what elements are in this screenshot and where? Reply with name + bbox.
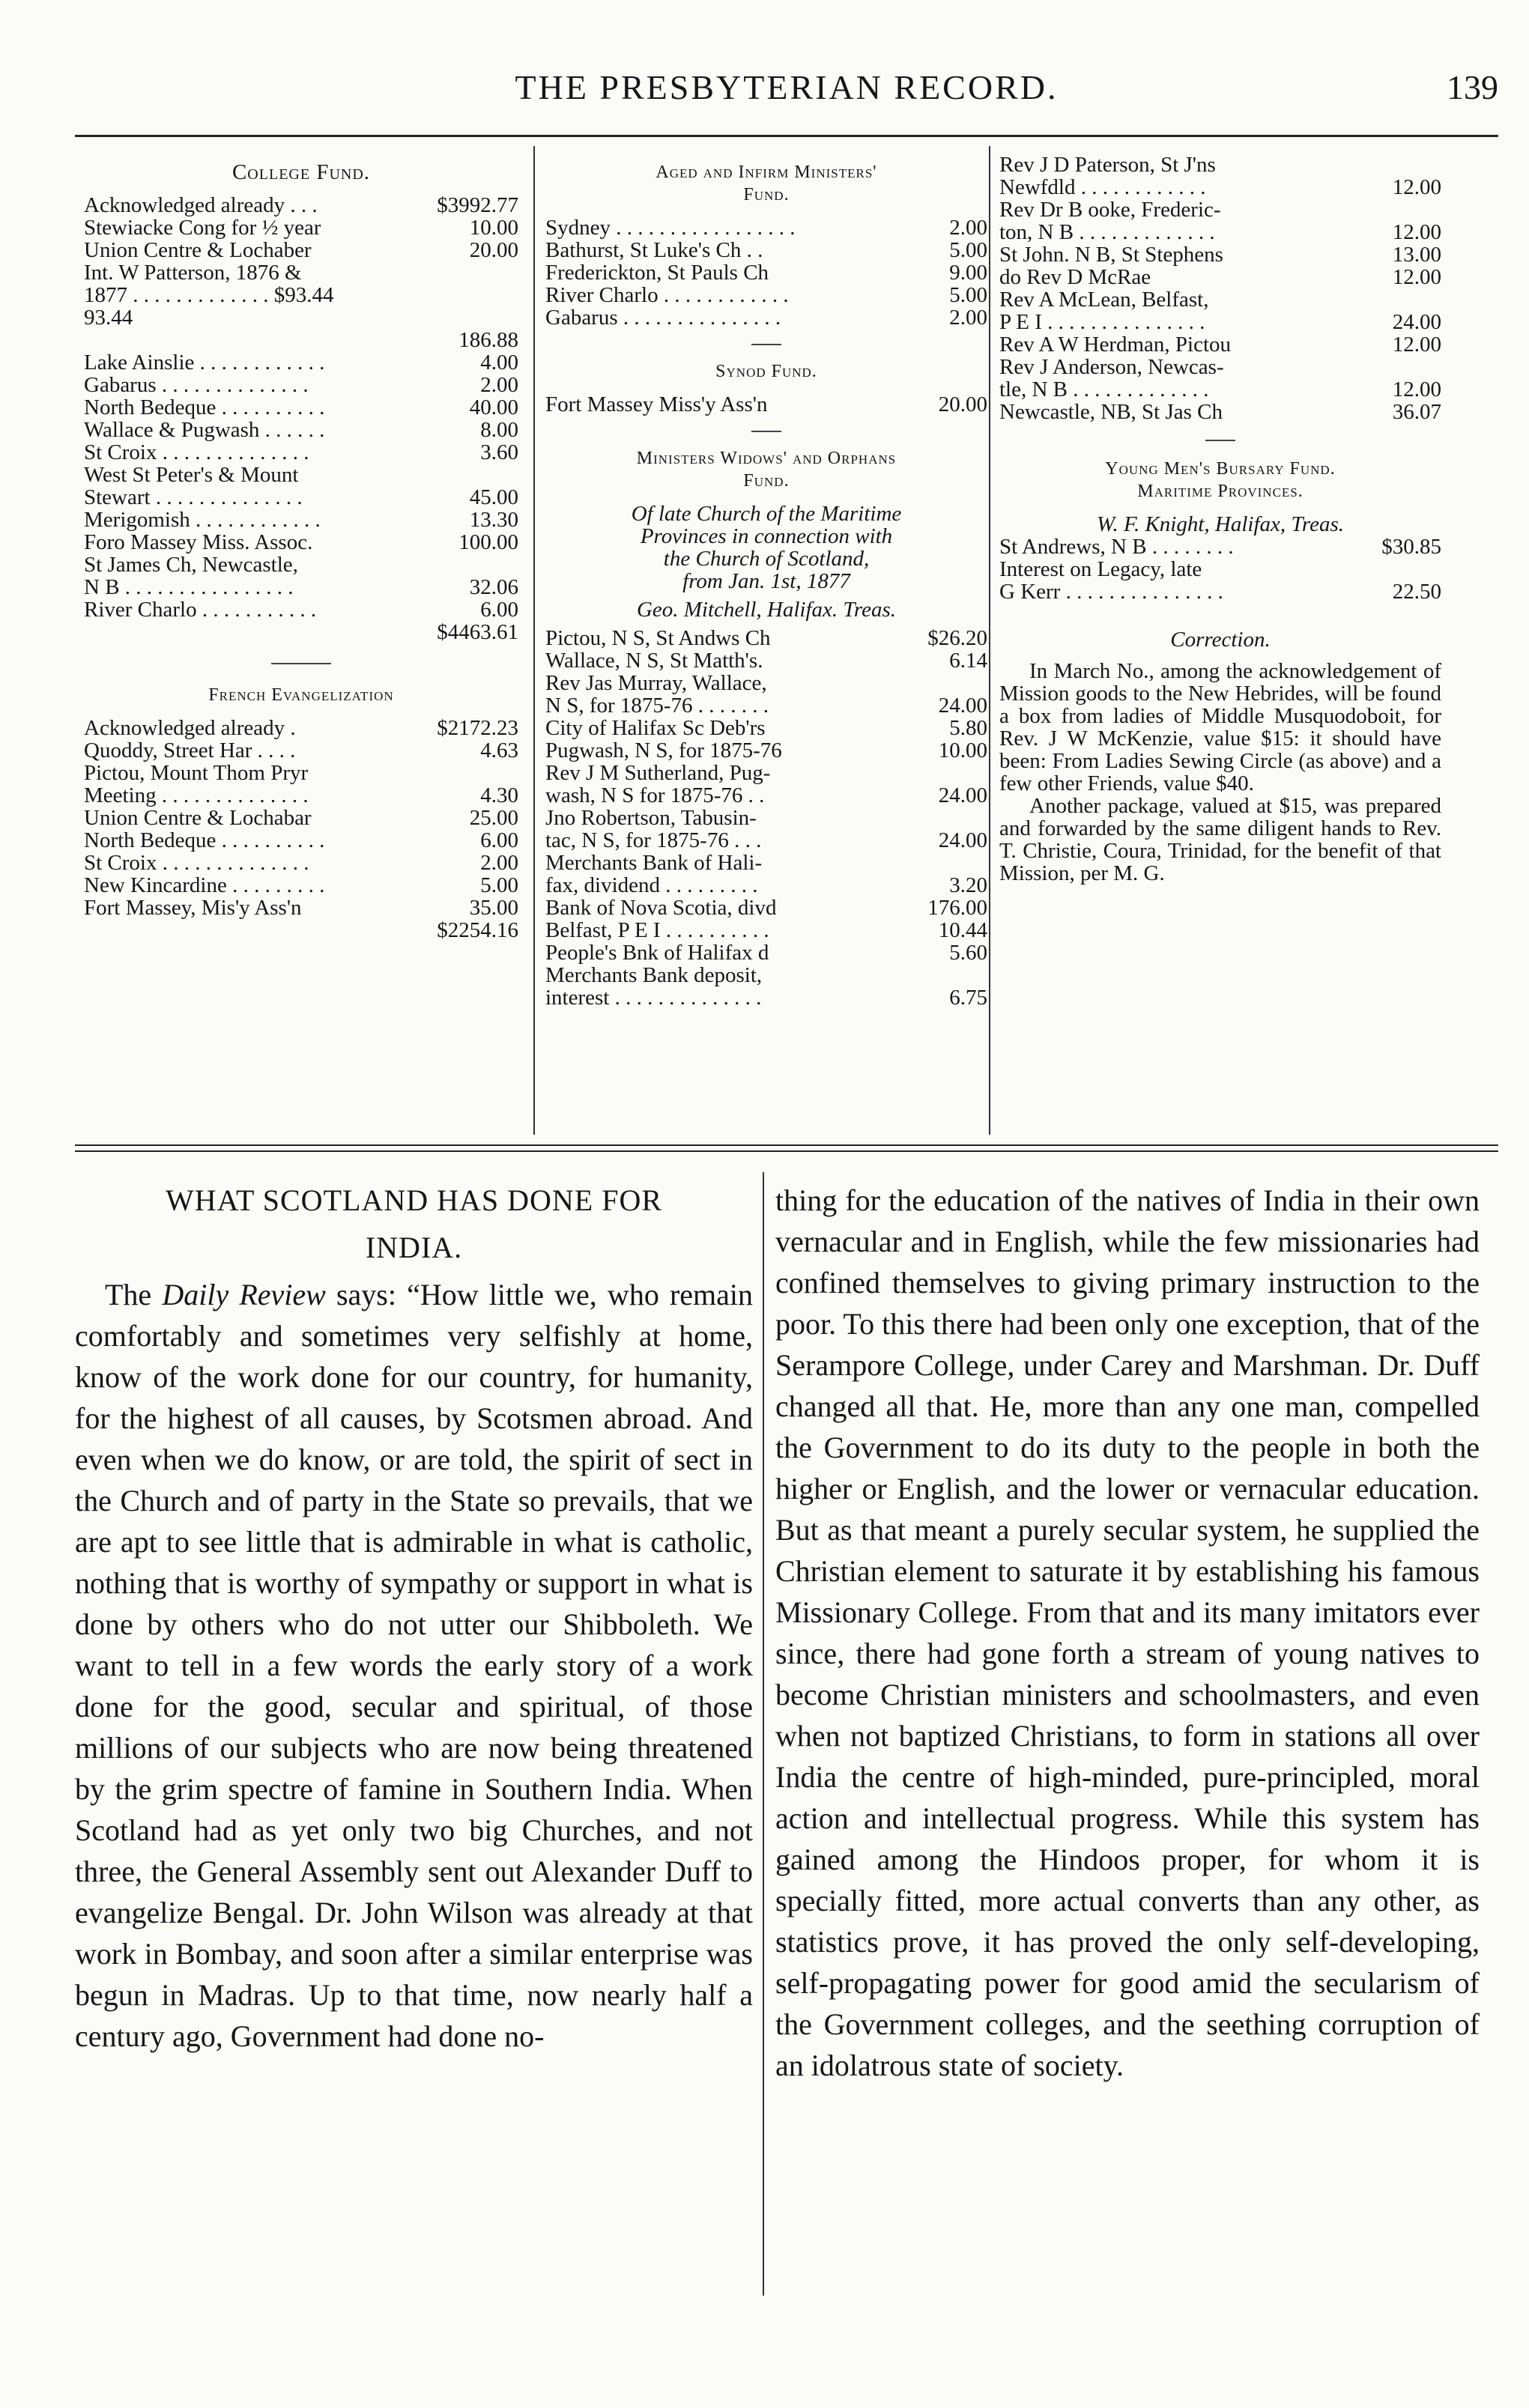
ledger-row	[545, 919, 987, 941]
ledger-row	[999, 580, 1441, 603]
ledger-label: Union Centre & Lochabar	[84, 807, 312, 829]
ledger-label: Rev A W Herdman, Pictou	[999, 333, 1232, 356]
ledger-label: Fort Massey Miss'y Ass'n	[545, 393, 768, 416]
ledger-row	[545, 694, 987, 717]
ledger-row	[84, 419, 518, 441]
ledger-row	[84, 554, 518, 576]
ledger-label: West St Peter's & Mount	[84, 464, 299, 486]
ledger-label: Rev A McLean, Belfast,	[999, 288, 1209, 311]
ledger-amount: $2172.23	[437, 716, 518, 740]
ledger-row	[84, 531, 518, 554]
ledger-amount	[512, 284, 518, 306]
ledger-label: G Kerr . . . . . . . . . . . . . . .	[999, 580, 1223, 603]
ledger-row	[999, 536, 1441, 558]
ledger-label: Merchants Bank of Hali-	[545, 852, 763, 874]
section-divider	[751, 344, 781, 345]
ledger-row	[84, 784, 518, 807]
ledger-row	[999, 221, 1441, 243]
ledger-label: Rev J D Paterson, St J'ns	[999, 154, 1216, 176]
aged-infirm-list	[545, 216, 987, 329]
ledger-label: Quoddy, Street Har . . . .	[84, 739, 296, 762]
article-column-left	[75, 1180, 753, 2057]
ledger-label: tac, N S, for 1875-76 . . .	[545, 829, 762, 852]
ledger-amount	[981, 964, 987, 986]
column-rule	[533, 146, 535, 1135]
ledger-row	[545, 239, 987, 261]
article-title-2: INDIA.	[365, 1231, 463, 1264]
ledger-row	[999, 558, 1441, 580]
ledger-amount: 5.60	[949, 941, 987, 965]
ledger-amount	[1435, 288, 1441, 311]
ledger-amount: 2.00	[949, 306, 987, 330]
ledger-row	[84, 306, 518, 329]
ledger-amount: 40.00	[469, 395, 518, 419]
ledger-row	[84, 351, 518, 374]
ledger-amount: 5.00	[949, 283, 987, 307]
ledger-amount: 20.00	[469, 238, 518, 262]
subtitle-line: Of late Church of the Maritime	[631, 502, 902, 526]
synod-fund-heading: Synod Fund.	[715, 362, 817, 381]
ledger-row	[545, 717, 987, 739]
college-fund-total: $4463.61	[437, 620, 518, 644]
ledger-amount: 3.20	[949, 873, 987, 897]
ledger-amount: 12.00	[1392, 175, 1441, 199]
ledger-label: Acknowledged already .	[84, 717, 296, 739]
ledger-label: Sydney . . . . . . . . . . . . . . . . .	[545, 216, 796, 239]
ledger-label: Wallace & Pugwash . . . . . .	[84, 419, 325, 441]
ledger-amount: 10.00	[469, 216, 518, 240]
publication-title: THE PRESBYTERIAN RECORD.	[515, 68, 1059, 106]
article-body-right-a: thing for the education of the natives of India in their own vernacular and in English, while the few missionaries had confined themselves to giving primary instruction to the poor. To this there had been only one exception, that of the Serampore College, under Carey and Marshman. Dr. Duff changed all that. He, more than any one man, compelled the Government to do its duty to the people in both the higher or English, and the lower or vernacular education.	[775, 1183, 1480, 1505]
correction-text	[999, 660, 1441, 885]
ledger-row	[84, 239, 518, 261]
ledger-label: Gabarus . . . . . . . . . . . . . .	[84, 374, 309, 396]
ledger-label: Gabarus . . . . . . . . . . . . . . .	[545, 306, 781, 329]
ledger-row	[999, 288, 1441, 311]
ledger-row	[545, 874, 987, 897]
ledger-amount: 5.00	[480, 873, 518, 897]
header-rule	[75, 135, 1498, 137]
ledger-row	[545, 829, 987, 852]
ledger-amount: 20.00	[938, 392, 987, 416]
ledger-amount: 2.00	[480, 373, 518, 397]
ledger-label: Fort Massey, Mis'y Ass'n	[84, 897, 302, 919]
ledger-label: North Bedeque . . . . . . . . . .	[84, 829, 325, 852]
ledger-label: Rev J Anderson, Newcas-	[999, 356, 1224, 378]
article-body-left: The Daily Review says: “How little we, who remain comfortably and sometimes very selfishly at home, know of the work done for our country, for humanity, for the highest of all causes, by Scotsmen abroad. And even when we do know, or are told, the spirit of sect in the Church and of party in the State so prevails, that we are apt to see little that is admirable in what is catholic, nothing that is worthy of sympathy or support in what is done by others who do not utter our Shibboleth. We want to tell in a few words the early story of a work done for the good, secular and spiritual, of those millions of our subjects who are now being threatened by the grim spectre of famine in Southern India. When Scotland had as yet only two big Churches, and not three, the General Assembly sent out Alexander Duff to evangelize Bengal. Dr. John Wilson was already at that work in Bombay, and soon after a similar enterprise was begun in Madras. Up to that time, now nearly half a century ago, Government had done no-	[75, 1278, 754, 2053]
bursary-list	[999, 536, 1441, 603]
ledger-label: tle, N B . . . . . . . . . . . . .	[999, 378, 1209, 401]
ledger-row	[84, 216, 518, 239]
synod-fund-list	[545, 393, 987, 416]
ledger-label: Belfast, P E I . . . . . . . . . .	[545, 919, 769, 941]
ledger-label: Bathurst, St Luke's Ch . .	[545, 239, 763, 261]
ledger-label: N S, for 1875-76 . . . . . . .	[545, 694, 769, 717]
aged-infirm-heading: Aged and Infirm Ministers'	[655, 163, 877, 182]
column-right	[999, 154, 1441, 885]
ledger-amount: 6.75	[949, 986, 987, 1010]
ledger-label: Pictou, Mount Thom Pryr	[84, 762, 309, 784]
ledger-amount	[512, 306, 518, 329]
ledger-row	[84, 739, 518, 762]
ledger-label: St James Ch, Newcastle,	[84, 554, 298, 576]
ledger-label: River Charlo . . . . . . . . . . . .	[545, 284, 789, 306]
ledger-row	[84, 874, 518, 897]
ledger-label: interest . . . . . . . . . . . . . .	[545, 986, 762, 1009]
ledger-label: Frederickton, St Pauls Ch	[545, 261, 769, 284]
ledger-amount	[981, 852, 987, 874]
ledger-row	[84, 374, 518, 396]
ledger-amount: 2.00	[949, 216, 987, 240]
ledger-label: Meeting . . . . . . . . . . . . . .	[84, 784, 309, 807]
widows-orphans-subtitle	[545, 503, 987, 592]
ledger-label: New Kincardine . . . . . . . . .	[84, 874, 325, 897]
ledger-label: Interest on Legacy, late	[999, 558, 1202, 580]
ledger-label: Newfdld . . . . . . . . . . . .	[999, 176, 1206, 198]
ledger-row	[84, 829, 518, 852]
ledger-row	[545, 627, 987, 649]
ledger-row	[545, 852, 987, 874]
ledger-amount: 4.63	[480, 739, 518, 762]
ledger-amount: 22.50	[1392, 580, 1441, 604]
ledger-row	[999, 198, 1441, 221]
ledger-row	[545, 964, 987, 986]
ledger-row	[84, 464, 518, 486]
ledger-label: ton, N B . . . . . . . . . . . . .	[999, 221, 1215, 243]
ledger-row	[84, 717, 518, 739]
ledger-label: Union Centre & Lochaber	[84, 239, 312, 261]
ledger-row	[84, 284, 518, 306]
ledger-amount	[512, 762, 518, 784]
ledger-amount: 3.60	[480, 440, 518, 464]
ledger-row	[545, 739, 987, 762]
ledger-label: fax, dividend . . . . . . . . .	[545, 874, 758, 897]
ledger-label: Rev Jas Murray, Wallace,	[545, 672, 767, 694]
ledger-row	[545, 216, 987, 239]
widows-orphans-treasurer: Geo. Mitchell, Halifax. Treas.	[636, 598, 897, 622]
widows-orphans-heading: Ministers Widows' and Orphans	[636, 449, 897, 468]
ledger-label: Pictou, N S, St Andws Ch	[545, 627, 771, 649]
ledger-amount: 36.07	[1392, 400, 1441, 424]
correction-paragraph: In March No., among the acknowledgement of Mission goods to the New Hebrides, will be found a box from ladies of Middle Musquodoboit, for Rev. J W McKenzie, value $15: it should have been: From Ladies Sewing Circle (as above) and a few other Friends, value $40.	[999, 659, 1441, 795]
article-title: WHAT SCOTLAND HAS DONE FOR	[165, 1183, 663, 1217]
correction-paragraph: Another package, valued at $15, was prepared and forwarded by the same diligent hands to Rev. T. Christie, Coura, Trinidad, for the benefit of that Mission, per M. G.	[999, 794, 1441, 885]
ledger-amount: $26.20	[927, 626, 987, 650]
ledger-label: Foro Massey Miss. Assoc.	[84, 531, 313, 554]
ledger-row	[84, 396, 518, 419]
ledger-row	[545, 261, 987, 284]
college-fund-list-2	[84, 351, 518, 621]
ledger-row	[999, 401, 1441, 423]
ledger-row	[545, 649, 987, 672]
ledger-row	[545, 306, 987, 329]
ledger-label: Merchants Bank deposit,	[545, 964, 763, 986]
ledger-row	[999, 378, 1441, 401]
ledger-label: 1877 . . . . . . . . . . . . . $93.44	[84, 284, 334, 306]
ledger-amount: 13.00	[1392, 243, 1441, 267]
ledger-label: Int. W Patterson, 1876 &	[84, 261, 302, 284]
ledger-row	[545, 986, 987, 1009]
ledger-row	[999, 243, 1441, 266]
bursary-heading: Young Men's Bursary Fund.	[1105, 459, 1336, 479]
ledger-label: 93.44	[84, 306, 133, 329]
ledger-row	[84, 261, 518, 284]
ledger-amount: 12.00	[1392, 265, 1441, 289]
ledger-row	[545, 807, 987, 829]
ledger-amount	[1435, 558, 1441, 580]
ledger-row	[84, 598, 518, 621]
ledger-row	[84, 509, 518, 531]
ledger-amount: 8.00	[480, 418, 518, 442]
article-column-right	[775, 1180, 1480, 2086]
ledger-row	[84, 441, 518, 464]
french-evangelization-list	[84, 717, 518, 919]
college-fund-subtotal: 186.88	[458, 328, 518, 352]
ledger-amount: 24.00	[938, 828, 987, 852]
ledger-amount: 4.00	[480, 351, 518, 374]
ledger-label: Rev J M Sutherland, Pug-	[545, 762, 771, 784]
ledger-amount: 25.00	[469, 806, 518, 830]
ledger-label: N B . . . . . . . . . . . . . . . .	[84, 576, 294, 598]
ledger-amount: 6.00	[480, 828, 518, 852]
ledger-amount	[981, 672, 987, 694]
bursary-treasurer: W. F. Knight, Halifax, Treas.	[1096, 512, 1345, 536]
ledger-label: North Bedeque . . . . . . . . . .	[84, 396, 325, 419]
section-divider	[1205, 440, 1235, 441]
ledger-amount: 24.00	[938, 783, 987, 807]
ledger-row	[545, 941, 987, 964]
college-fund-list	[84, 194, 518, 329]
ledger-label: do Rev D McRae	[999, 266, 1151, 288]
college-fund-heading: College Fund.	[231, 160, 371, 184]
ledger-amount: 32.06	[469, 575, 518, 599]
ledger-row	[999, 154, 1441, 176]
french-evangelization-heading: French Evangelization	[208, 685, 394, 705]
aged-infirm-heading-2: Fund.	[743, 185, 790, 204]
ledger-label: Acknowledged already . . .	[84, 194, 318, 216]
french-evangelization-total: $2254.16	[437, 918, 518, 942]
article-column-rule	[763, 1172, 764, 2296]
ledger-amount	[512, 261, 518, 284]
ledger-amount: 13.30	[469, 508, 518, 532]
ledger-amount	[1435, 154, 1441, 176]
ledger-amount: 12.00	[1392, 220, 1441, 244]
ledger-amount: 5.80	[949, 716, 987, 740]
ledger-label: River Charlo . . . . . . . . . . .	[84, 598, 317, 621]
ledger-row	[999, 311, 1441, 333]
ledger-amount	[1435, 356, 1441, 378]
ledger-amount: 6.14	[949, 649, 987, 673]
ledger-label: Stewart . . . . . . . . . . . . . .	[84, 486, 303, 509]
ledger-row	[545, 897, 987, 919]
ledger-row	[545, 284, 987, 306]
section-divider	[271, 663, 331, 664]
page-number: 139	[1447, 68, 1498, 106]
ledger-amount	[512, 554, 518, 576]
ledger-row	[545, 784, 987, 807]
source-name: Daily Review	[162, 1278, 326, 1311]
ledger-label: Bank of Nova Scotia, divd	[545, 897, 777, 919]
subtitle-line: from Jan. 1st, 1877	[682, 569, 850, 593]
subtitle-line: Provinces in connection with	[640, 524, 893, 548]
ledger-row	[84, 852, 518, 874]
ledger-amount	[1435, 198, 1441, 221]
ledger-label: Rev Dr B ooke, Frederic-	[999, 198, 1221, 221]
ledger-row	[84, 194, 518, 216]
ledger-label: Wallace, N S, St Matth's.	[545, 649, 763, 672]
column-middle	[545, 154, 987, 1009]
ledger-row	[999, 176, 1441, 198]
column-left	[84, 154, 518, 941]
ledger-label: Newcastle, NB, St Jas Ch	[999, 401, 1223, 423]
ledger-label: wash, N S for 1875-76 . .	[545, 784, 765, 807]
ledger-amount: 9.00	[949, 261, 987, 285]
ledger-label: People's Bnk of Halifax d	[545, 941, 769, 964]
section-rule	[75, 1144, 1498, 1152]
page-header	[75, 60, 1498, 120]
ledger-amount: 45.00	[469, 485, 518, 509]
ledger-label: St Croix . . . . . . . . . . . . . .	[84, 852, 309, 874]
ledger-row	[545, 672, 987, 694]
ledger-amount: 12.00	[1392, 377, 1441, 401]
bursary-heading-2: Maritime Provinces.	[1137, 482, 1304, 501]
ledger-label: St Croix . . . . . . . . . . . . . .	[84, 441, 309, 464]
ledger-amount	[981, 762, 987, 784]
ledger-amount: 10.44	[938, 918, 987, 942]
ledger-row	[999, 266, 1441, 288]
ledger-row	[84, 486, 518, 509]
ledger-label: Pugwash, N S, for 1875-76	[545, 739, 782, 762]
ledger-amount	[981, 807, 987, 829]
ledger-amount: 6.00	[480, 598, 518, 622]
ledger-amount: 5.00	[949, 238, 987, 262]
ledger-row	[545, 762, 987, 784]
ledger-row	[84, 762, 518, 784]
widows-orphans-heading-2: Fund.	[743, 471, 790, 491]
widows-orphans-list	[545, 627, 987, 1009]
ministers-list	[999, 154, 1441, 423]
ledger-row	[84, 807, 518, 829]
ledger-row	[999, 356, 1441, 378]
ledger-amount: 100.00	[458, 530, 518, 554]
section-divider	[751, 431, 781, 432]
ledger-row	[84, 897, 518, 919]
ledger-label: St John. N B, St Stephens	[999, 243, 1223, 266]
correction-heading: Correction.	[1170, 628, 1271, 652]
ledger-amount: $3992.77	[437, 193, 518, 217]
ledger-label: Jno Robertson, Tabusin-	[545, 807, 757, 829]
ledger-label: P E I . . . . . . . . . . . . . . .	[999, 311, 1205, 333]
ledger-amount: 35.00	[469, 896, 518, 920]
ledger-row	[545, 393, 987, 416]
ledger-row	[84, 576, 518, 598]
ledger-label: Lake Ainslie . . . . . . . . . . . .	[84, 351, 325, 374]
ledger-amount: 24.00	[938, 694, 987, 718]
article-body-right-b: But as that meant a purely secular system, he supplied the Christian element to saturate it by establishing his famous Missionary College. From that and its many imitators ever since, there had gone forth a stream of young natives to become Christian ministers and schoolmasters, and even when not baptized Christians, to form in stations all over India the centre of high-minded, pure-principled, moral action and intellectual progress. While this system has gained among the Hindoos proper, for whom it is specially fitted, more actual converts than any other, as statistics prove, it has proved the only self-developing, self-propagating power for good amid the secularism of the Government colleges, and the seething corruption of an idolatrous state of society.	[775, 1513, 1480, 2082]
ledger-label: Merigomish . . . . . . . . . . . .	[84, 509, 321, 531]
ledger-row	[999, 333, 1441, 356]
ledger-label: St Andrews, N B . . . . . . . .	[999, 536, 1234, 558]
column-rule	[989, 146, 990, 1135]
ledger-amount: 24.00	[1392, 310, 1441, 334]
ledger-amount	[512, 464, 518, 486]
ledger-label: City of Halifax Sc Deb'rs	[545, 717, 766, 739]
ledger-amount: 176.00	[927, 896, 987, 920]
ledger-amount: 10.00	[938, 739, 987, 762]
ledger-amount: 12.00	[1392, 333, 1441, 357]
ledger-label: Stewiacke Cong for ½ year	[84, 216, 321, 239]
ledger-amount: 2.00	[480, 851, 518, 875]
subtitle-line: the Church of Scotland,	[663, 547, 870, 571]
ledger-amount: 4.30	[480, 783, 518, 807]
ledger-amount: $30.85	[1381, 535, 1441, 559]
